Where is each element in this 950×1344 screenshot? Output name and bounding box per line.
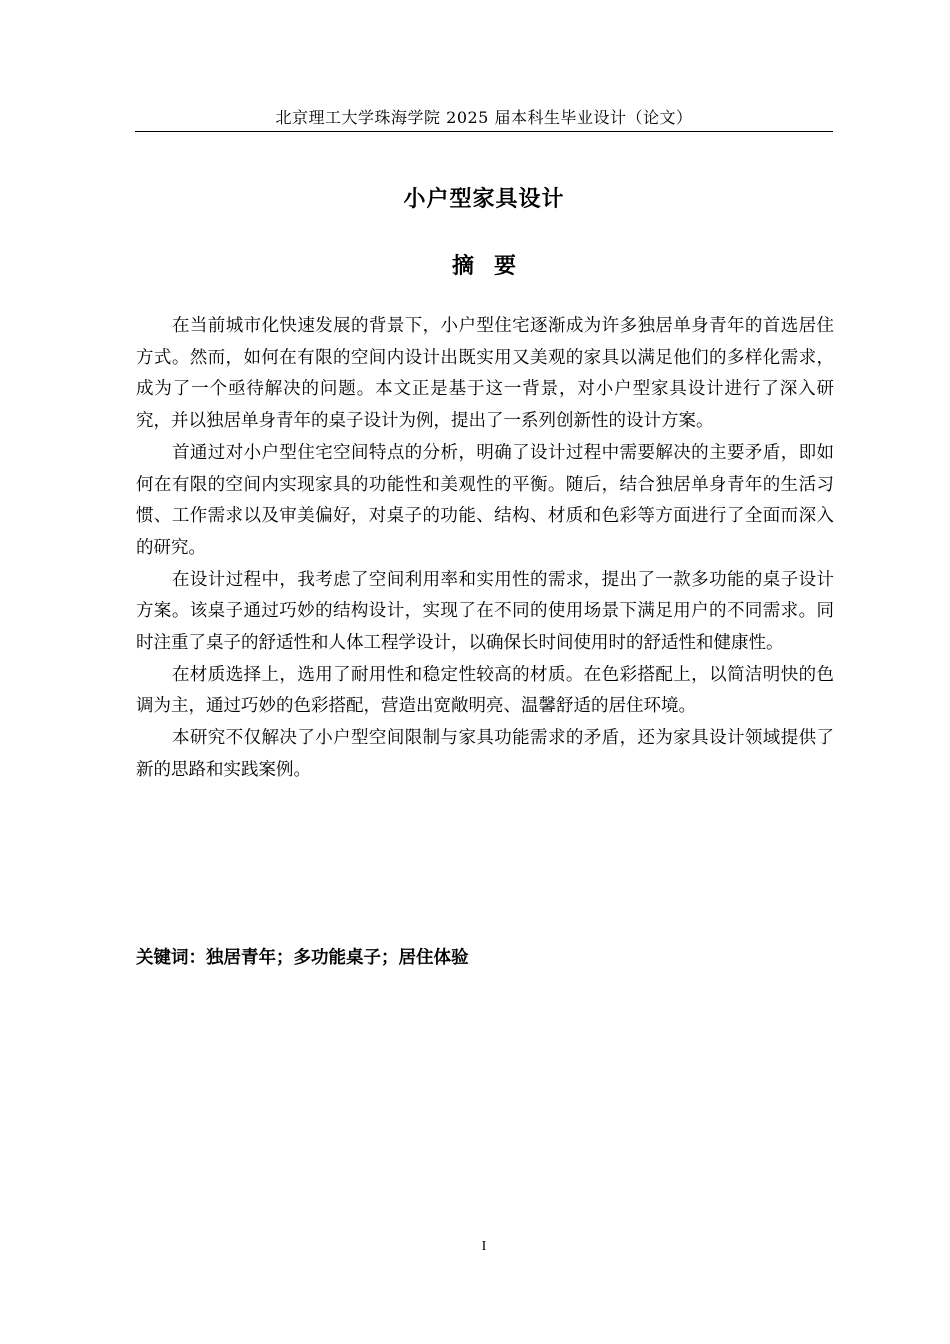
abstract-body [136,311,834,787]
abstract-paragraph: 首通过对小户型住宅空间特点的分析，明确了设计过程中需要解决的主要矛盾，即如何在有限的空间内实现家具的功能性和美观性的平衡。随后，结合独居单身青年的生活习惯、工作需求以及审美偏好，对桌子的功能、结构、材质和色彩等方面进行了全面而深入的研究。 [136,442,834,558]
running-header: 北京理工大学珠海学院 2025 届本科生毕业设计（论文） [135,108,833,132]
page-number: I [481,1239,487,1254]
abstract-heading: 摘要 [451,254,536,279]
abstract-paragraph: 在当前城市化快速发展的背景下，小户型住宅逐渐成为许多独居单身青年的首选居住方式。然而，如何在有限的空间内设计出既实用又美观的家具以满足他们的多样化需求，成为了一个亟待解决的问题。本文正是基于这一背景，对小户型家具设计进行了深入研究，并以独居单身青年的桌子设计为例，提出了一系列创新性的设计方案。 [136,316,834,432]
document-title: 小户型家具设计 [403,187,565,212]
keywords-line: 关键词：独居青年；多功能桌子；居住体验 [136,948,469,968]
abstract-paragraph: 在材质选择上，选用了耐用性和稳定性较高的材质。在色彩搭配上，以简洁明快的色调为主，通过巧妙的色彩搭配，营造出宽敞明亮、温馨舒适的居住环境。 [136,664,834,717]
abstract-paragraph: 在设计过程中，我考虑了空间利用率和实用性的需求，提出了一款多功能的桌子设计方案。该桌子通过巧妙的结构设计，实现了在不同的使用场景下满足用户的不同需求。同时注重了桌子的舒适性和人体工程学设计，以确保长时间使用时的舒适性和健康性。 [136,569,834,654]
abstract-paragraph: 本研究不仅解决了小户型空间限制与家具功能需求的矛盾，还为家具设计领域提供了新的思路和实践案例。 [136,728,834,780]
